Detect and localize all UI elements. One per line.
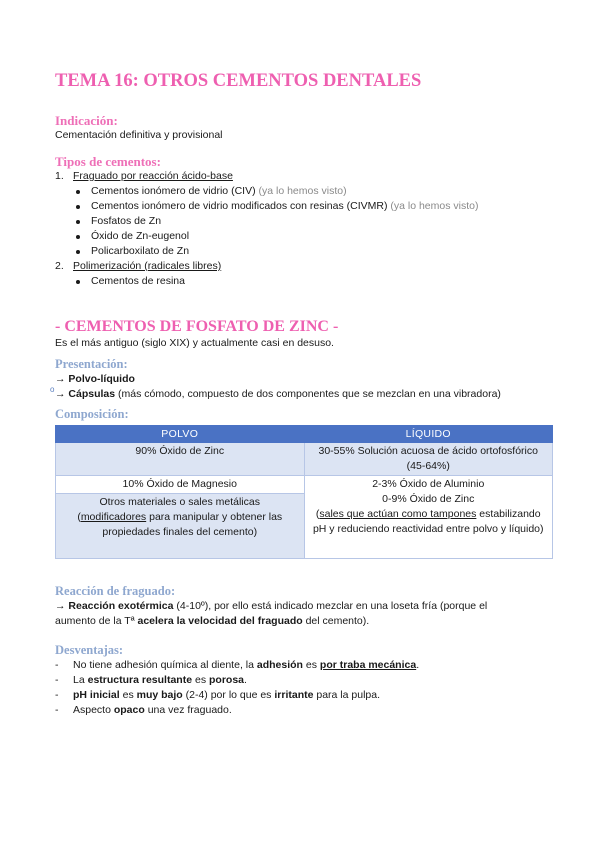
desventajas-heading: Desventajas: <box>55 643 124 657</box>
bold-text: Reacción exotérmica <box>68 600 174 612</box>
cell-text: para manipular y obtener las propiedades finales del cemento) <box>102 511 283 538</box>
list-item: Cementos de resina <box>55 274 555 289</box>
desventajas-section <box>55 643 555 718</box>
dash-bullet: - <box>55 704 59 716</box>
cell-polvo <box>56 494 305 559</box>
reaccion-line-2 <box>55 614 555 629</box>
list-item: Fosfatos de Zn <box>55 214 555 229</box>
indicacion-heading: Indicación: <box>55 113 118 128</box>
list-item: Óxido de Zn-eugenol <box>55 229 555 244</box>
column-header-liquido: LÍQUIDO <box>304 426 553 443</box>
text: (2-4) por lo que es <box>182 689 275 701</box>
text: Aspecto <box>73 704 114 716</box>
arrow-right-icon: → <box>55 388 66 400</box>
item-note: (ya lo hemos visto) <box>258 185 347 197</box>
bold-text: estructura resultante <box>87 674 193 686</box>
group-1-label: Fraguado por reacción ácido-base <box>73 170 233 182</box>
text: es <box>302 659 320 671</box>
presentacion-line-2 <box>55 387 555 402</box>
cell-line: (modificadores para manipular y obtener las propiedades finales del cemento) <box>77 511 283 538</box>
presentacion-line-1 <box>55 372 555 387</box>
table-row <box>56 476 553 494</box>
cell-liquido <box>304 476 553 559</box>
list-item <box>55 199 555 214</box>
cell-liquido: 30-55% Solución acuosa de ácido ortofosfórico (45-64%) <box>304 443 553 476</box>
presentacion-section <box>55 357 555 402</box>
bold-text: adhesión <box>256 659 303 671</box>
cell-line: (sales que actúan como tampones estabilizando pH y reduciendo reactividad entre polvo y líquido) <box>312 508 544 535</box>
group-2-number: 2. <box>55 260 64 272</box>
reaccion-line-1 <box>55 599 555 614</box>
item-text: Cementos ionómero de vidrio modificados con resinas (CIVMR) <box>91 200 388 212</box>
dash-bullet: - <box>55 674 59 686</box>
text: La <box>73 674 88 686</box>
text: para la pulpa. <box>313 689 381 701</box>
underlined-text: sales que actúan como tampones <box>319 508 477 520</box>
dash-bullet: - <box>55 689 59 701</box>
group-1-number: 1. <box>55 170 64 182</box>
reaccion-section <box>55 584 555 629</box>
bold-text: muy bajo <box>136 689 183 701</box>
list-item <box>55 673 555 688</box>
indicacion-section <box>55 113 555 143</box>
text: es <box>119 689 137 701</box>
bold-text: opaco <box>113 704 145 716</box>
document-page <box>55 70 555 718</box>
capsulas-description: (más cómodo, compuesto de dos componentes que se mezclan en una vibradora) <box>115 388 501 400</box>
arrow-right-icon: → <box>55 373 66 385</box>
item-text: Cementos ionómero de vidrio (CIV) <box>91 185 256 197</box>
list-item <box>55 688 555 703</box>
polvo-liquido-label: Polvo-líquido <box>68 373 135 385</box>
list-item <box>55 703 555 718</box>
list-item: Policarboxilato de Zn <box>55 244 555 259</box>
list-item <box>55 658 555 673</box>
bullet-marker-icon: o <box>50 385 55 394</box>
cell-text: estabilizando pH y reduciendo reactividad entre polvo y líquido) <box>312 508 544 535</box>
group-2-label: Polimerización (radicales libres) <box>73 260 222 272</box>
arrow-right-icon: → <box>55 600 66 612</box>
fosfato-intro: Es el más antiguo (siglo XIX) y actualmente casi en desuso. <box>55 337 334 349</box>
tipos-group-1 <box>55 169 555 184</box>
text: . <box>244 674 247 686</box>
list-item <box>55 184 555 199</box>
text: . <box>416 659 420 671</box>
cell-line: Otros materiales o sales metálicas <box>99 496 260 508</box>
dash-bullet: - <box>55 659 59 671</box>
bold-text: acelera la velocidad del fraguado <box>137 615 303 627</box>
cell-line: 0-9% Óxido de Zinc <box>382 493 475 505</box>
bold-text: porosa <box>209 674 245 686</box>
underlined-text: modificadores <box>80 511 147 523</box>
bold-text: pH inicial <box>73 689 120 701</box>
capsulas-label: Cápsulas <box>68 388 116 400</box>
text: aumento de la Tª <box>55 615 138 627</box>
presentacion-heading: Presentación: <box>55 357 128 371</box>
cell-polvo: 90% Óxido de Zinc <box>56 443 305 476</box>
cell-line: 2-3% Óxido de Aluminio <box>372 478 485 490</box>
tipos-group-2 <box>55 259 555 274</box>
text: una vez fraguado. <box>144 704 232 716</box>
text: No tiene adhesión química al diente, la <box>73 659 257 671</box>
text: es <box>192 674 209 686</box>
table-header-row <box>56 426 553 443</box>
bold-text: irritante <box>274 689 314 701</box>
tipos-section <box>55 154 555 289</box>
text: del cemento). <box>302 615 370 627</box>
fosfato-heading: - CEMENTOS DE FOSFATO DE ZINC - <box>55 318 339 335</box>
indicacion-text: Cementación definitiva y provisional <box>55 129 223 141</box>
text: (4-10º), por ello está indicado mezclar en una loseta fría (porque el <box>173 600 488 612</box>
composicion-section <box>55 407 555 559</box>
cell-polvo: 10% Óxido de Magnesio <box>56 476 305 494</box>
page-title: TEMA 16: OTROS CEMENTOS DENTALES <box>55 71 422 91</box>
bold-underlined-text: por traba mecánica <box>319 659 417 671</box>
table-row <box>56 443 553 476</box>
composicion-table <box>55 425 553 559</box>
column-header-polvo: POLVO <box>56 426 305 443</box>
composicion-heading: Composición: <box>55 407 129 421</box>
tipos-heading: Tipos de cementos: <box>55 154 161 169</box>
reaccion-heading: Reacción de fraguado: <box>55 584 176 598</box>
item-note: (ya lo hemos visto) <box>390 200 479 212</box>
fosfato-section <box>55 317 555 351</box>
